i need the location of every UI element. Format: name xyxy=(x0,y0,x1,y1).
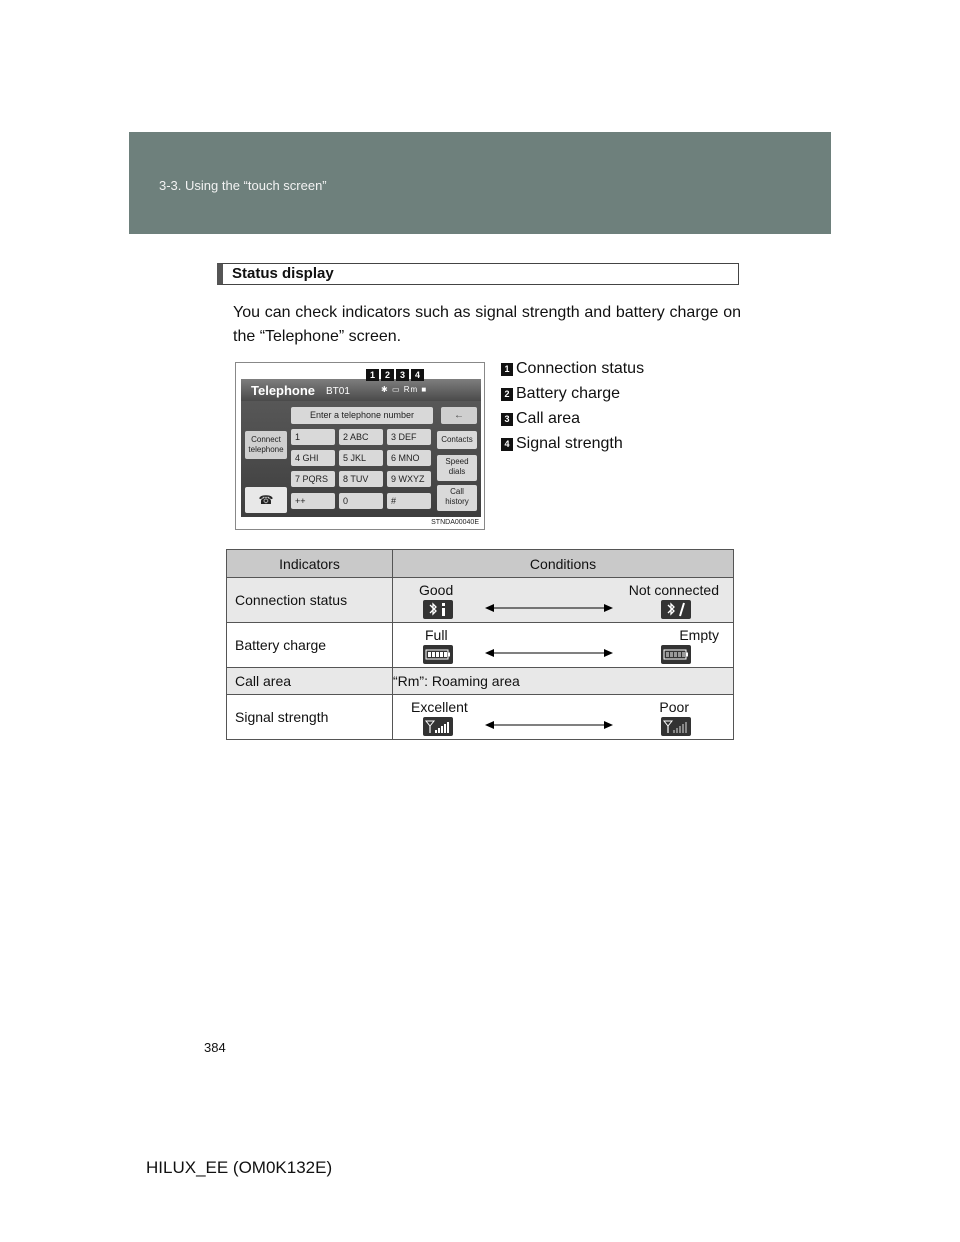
battery-full-icon xyxy=(423,645,453,664)
keypad-key[interactable]: 4 GHI xyxy=(291,450,335,466)
condition-cell xyxy=(393,578,734,623)
back-arrow-icon: ← xyxy=(454,410,464,421)
connect-label-line1: Connect xyxy=(251,435,281,444)
keypad-key[interactable]: 3 DEF xyxy=(387,429,431,445)
call-history-line1: Call xyxy=(450,487,464,496)
legend-item xyxy=(501,360,644,378)
mini-status-strip xyxy=(381,385,427,394)
keypad-key[interactable]: 7 PQRS xyxy=(291,471,335,487)
callout-number: 2 xyxy=(381,369,394,381)
keypad-key[interactable]: 5 JKL xyxy=(339,450,383,466)
condition-text: “Rm”: Roaming area xyxy=(393,668,734,695)
legend-label: Connection status xyxy=(516,360,645,377)
battery-empty-icon xyxy=(661,645,691,664)
legend-number: 1 xyxy=(501,363,513,376)
callout-number: 4 xyxy=(411,369,424,381)
keypad-key[interactable]: 8 TUV xyxy=(339,471,383,487)
keypad-key[interactable]: 9 WXYZ xyxy=(387,471,431,487)
keypad-key[interactable]: 6 MNO xyxy=(387,450,431,466)
page-number: 384 xyxy=(204,1040,226,1055)
status-display-heading: Status display xyxy=(217,263,739,285)
condition-right-label: Poor xyxy=(659,699,689,715)
signal-poor-icon xyxy=(661,717,691,736)
bluetooth-icon: ✱ xyxy=(381,385,389,394)
signal-icon: ■ xyxy=(421,385,428,394)
keypad-key[interactable]: 1 xyxy=(291,429,335,445)
illustration-code: STNDA00040E xyxy=(431,519,479,526)
connect-label-line2: telephone xyxy=(248,445,284,454)
table-row xyxy=(227,623,734,668)
condition-cell xyxy=(393,695,734,740)
indicators-table xyxy=(226,549,734,740)
condition-left-label: Full xyxy=(425,627,448,643)
telephone-screen-illustration xyxy=(235,362,485,530)
roaming-label: Rm xyxy=(403,385,419,394)
intro-paragraph: You can check indicators such as signal strength and battery charge on the “Telephone” screen. xyxy=(233,304,741,345)
callout-number: 1 xyxy=(366,369,379,381)
condition-cell xyxy=(393,623,734,668)
keypad-key[interactable]: 2 ABC xyxy=(339,429,383,445)
legend-label: Call area xyxy=(516,410,581,427)
table-header-row xyxy=(227,550,734,578)
call-button[interactable] xyxy=(245,487,287,513)
call-history-line2: history xyxy=(445,497,469,506)
indicator-name: Connection status xyxy=(227,578,393,623)
legend-item xyxy=(501,385,620,403)
speed-dials-button[interactable] xyxy=(437,455,477,481)
signal-excellent-icon xyxy=(423,717,453,736)
telephone-screen xyxy=(241,379,481,517)
range-arrow xyxy=(485,719,613,731)
indicator-name: Battery charge xyxy=(227,623,393,668)
phone-icon: ☎ xyxy=(258,493,274,507)
header-band xyxy=(129,132,831,234)
table-row xyxy=(227,695,734,740)
battery-icon: ▭ xyxy=(391,385,401,394)
legend-item xyxy=(501,410,580,428)
device-name: BT01 xyxy=(326,386,350,397)
contacts-button[interactable]: Contacts xyxy=(437,431,477,449)
legend-number: 4 xyxy=(501,438,513,451)
table-row xyxy=(227,668,734,695)
keypad-key[interactable]: # xyxy=(387,493,431,509)
speed-dials-line2: dials xyxy=(448,467,466,476)
condition-right-label: Not connected xyxy=(628,582,719,598)
keypad-key[interactable]: ++ xyxy=(291,493,335,509)
call-history-button[interactable] xyxy=(437,485,477,511)
legend-item xyxy=(501,435,623,453)
indicator-name: Signal strength xyxy=(227,695,393,740)
keypad-key[interactable]: 0 xyxy=(339,493,383,509)
connect-telephone-button[interactable] xyxy=(245,431,287,459)
bluetooth-connected-icon xyxy=(423,600,453,619)
table-header: Conditions xyxy=(393,550,734,578)
condition-right-label: Empty xyxy=(679,627,719,643)
condition-left-label: Good xyxy=(419,582,454,598)
range-arrow xyxy=(485,602,613,614)
backspace-button[interactable] xyxy=(441,407,477,424)
section-title: 3-3. Using the “touch screen” xyxy=(159,178,327,193)
bluetooth-disconnected-icon xyxy=(661,600,691,619)
telephone-number-field[interactable]: Enter a telephone number xyxy=(291,407,433,424)
condition-left-label: Excellent xyxy=(411,699,468,715)
legend-label: Battery charge xyxy=(516,385,621,402)
table-row xyxy=(227,578,734,623)
indicator-name: Call area xyxy=(227,668,393,695)
speed-dials-line1: Speed xyxy=(445,457,469,466)
legend-label: Signal strength xyxy=(516,435,623,452)
callout-number: 3 xyxy=(396,369,409,381)
table-header: Indicators xyxy=(227,550,393,578)
legend-number: 2 xyxy=(501,388,513,401)
screen-title: Telephone xyxy=(251,383,316,398)
footer-model-code: HILUX_EE (OM0K132E) xyxy=(146,1158,333,1177)
legend-number: 3 xyxy=(501,413,513,426)
range-arrow xyxy=(485,647,613,659)
